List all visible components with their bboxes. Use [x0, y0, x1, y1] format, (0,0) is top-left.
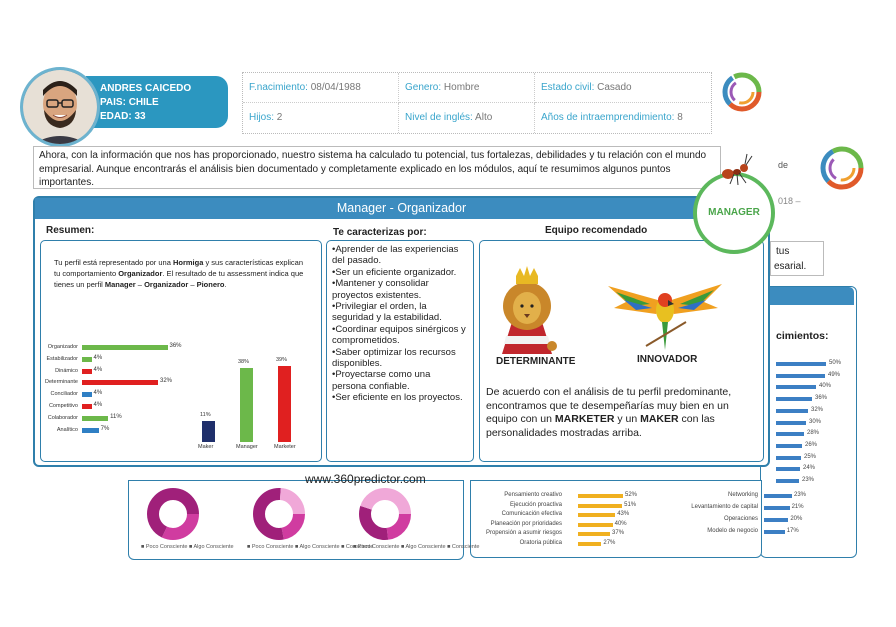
skill-bar: [578, 532, 610, 536]
profile-age: EDAD: 33: [100, 111, 146, 122]
skill-bar: [578, 494, 623, 498]
caracteristica-item: •Ser un eficiente organizador.: [332, 266, 457, 278]
skill-value: 21%: [791, 504, 804, 510]
donut-legend: ■ Poco Consciente ■ Algo Consciente: [141, 544, 234, 550]
profile-name: ANDRES CAICEDO: [100, 83, 192, 94]
donut-chart: [143, 488, 203, 544]
conocimiento-bar: [776, 409, 808, 413]
skill-value: 20%: [790, 516, 803, 522]
donut-chart: [249, 488, 309, 544]
ghost-text-4: esarial.: [774, 261, 807, 272]
skill-label: Operaciones: [723, 516, 758, 522]
conocimiento-bar: [776, 432, 804, 436]
main-header: Manager - Organizador: [35, 198, 768, 219]
bar-label: Manager: [236, 444, 258, 450]
team-label-determinante: DETERMINANTE: [496, 356, 576, 367]
bar-value: 32%: [160, 378, 173, 385]
bar-label: Analítico: [56, 426, 78, 433]
skill-label: Propensión a asumir riesgos: [485, 530, 562, 537]
resumen-text: Tu perfil está representado por una Hormiga y sus características explican tu comportamiento Organizador. El resultado de tu assessment indica que tienes un perfil Manager – Organizador – Pionero.: [54, 258, 304, 289]
skill-value: 37%: [612, 530, 625, 537]
skill-bar: [764, 506, 790, 510]
skill-label: Ejecución proactiva: [509, 501, 562, 508]
parrot-illustration: [606, 280, 724, 352]
team-label-innovador: INNOVADOR: [637, 354, 698, 365]
info-english: Nivel de inglés: Alto: [399, 103, 535, 133]
ant-icon: [716, 150, 756, 190]
bar: [278, 366, 291, 442]
info-civil: Estado civil: Casado: [535, 73, 711, 103]
ghost-text-1: de: [778, 160, 789, 170]
ghost-donuts: [128, 488, 480, 556]
ghost-skills2-bars: [660, 492, 820, 542]
bar-label: Dinámico: [55, 367, 78, 374]
ghost-ring-top: [720, 70, 764, 114]
bar: [82, 369, 92, 374]
ghost-skills-bars: [470, 492, 640, 552]
ghost-text-3: tus: [776, 246, 790, 257]
ghost-text-2: 018 –: [778, 196, 801, 206]
info-intra: Años de intraemprendimiento: 8: [541, 112, 683, 123]
bar-label: Colaborador: [47, 414, 78, 421]
bar-value: 4%: [93, 390, 103, 397]
skill-bar: [764, 494, 792, 498]
equipo-text: De acuerdo con el análisis de tu perfil predominante, encontramos que te desempeñarías muy bien en un equipo con un MARKETER y un MAKER con las personalidades mostradas arriba.: [486, 386, 732, 439]
ghost-conocimientos-bars: [776, 360, 856, 490]
skill-value: 27%: [603, 540, 616, 546]
resumen-title: Resumen:: [46, 225, 95, 236]
conocimiento-bar: [776, 421, 806, 425]
team-bar-chart: [196, 356, 306, 452]
skill-bar: [764, 518, 788, 522]
manager-badge: MANAGER: [693, 172, 775, 254]
bar-value: 36%: [169, 343, 182, 349]
profile-bar-chart: [40, 344, 200, 444]
skill-bar: [764, 530, 785, 534]
footer-url[interactable]: www.360predictor.com: [305, 472, 426, 486]
bar-value: 4%: [93, 366, 103, 373]
lion-illustration: [492, 266, 562, 354]
info-gender: Genero: Hombre: [399, 73, 535, 103]
bar: [240, 368, 253, 442]
donut-chart: [355, 488, 415, 544]
skill-value: 17%: [786, 528, 799, 534]
skill-value: 52%: [625, 492, 638, 498]
bar-value: 38%: [238, 358, 250, 365]
avatar: [20, 67, 100, 147]
bar-label: Marketer: [274, 444, 296, 450]
caracteristica-item: •Aprender de las experiencias del pasado.: [332, 244, 459, 267]
caracteristica-item: •Ser eficiente en los proyectos.: [332, 392, 463, 404]
caracteristica-item: •Privilegiar el orden, la seguridad y la estabilidad.: [332, 301, 442, 324]
bar: [82, 404, 92, 409]
info-children: Hijos: 2: [243, 103, 399, 133]
skill-label: Oratoria pública: [519, 540, 562, 546]
caracteristicas-title: Te caracterizas por:: [333, 227, 427, 238]
skill-value: 23%: [794, 492, 807, 498]
bar-value: 7%: [100, 425, 110, 432]
skill-bar: [578, 513, 615, 517]
conocimiento-value: 23%: [802, 477, 815, 483]
bar: [82, 345, 168, 350]
bar: [82, 357, 92, 362]
conocimiento-bar: [776, 456, 801, 460]
skill-label: Comunicación efectiva: [501, 511, 562, 518]
conocimiento-bar: [776, 467, 800, 471]
skill-value: 40%: [614, 520, 627, 527]
ghost-conocimientos-title: cimientos:: [776, 330, 829, 342]
equipo-title: Equipo recomendado: [545, 225, 648, 236]
bar: [82, 380, 158, 385]
donut-legend: ■ Poco Consciente ■ Algo Consciente ■ Consciente: [247, 544, 374, 550]
skill-value: 43%: [617, 511, 630, 518]
bar-value: 11%: [200, 411, 211, 418]
info-birth: F.nacimiento: 08/04/1988: [243, 73, 399, 103]
skill-bar: [578, 523, 613, 527]
ghost-ring-right: [818, 144, 866, 192]
conocimiento-value: 40%: [819, 383, 832, 390]
bar-label: Conciliador: [50, 391, 78, 398]
bar: [82, 416, 108, 421]
bar: [202, 421, 215, 442]
bar-value: 4%: [93, 354, 103, 361]
bar: [82, 428, 99, 433]
caracteristica-item: •Saber optimizar los recursos disponibles.: [332, 346, 456, 370]
donut-legend: ■ Poco Consciente ■ Algo Consciente ■ Consciente: [353, 544, 480, 550]
caracteristica-item: •Coordinar equipos sinérgicos y comprometidos.: [332, 323, 466, 347]
skill-label: Networking: [727, 492, 758, 498]
bar-label: Maker: [198, 444, 214, 450]
intro-text: Ahora, con la información que nos has proporcionado, nuestro sistema ha calculado tu potencial, tus fortalezas, debilidades y tu relación con el mundo empresarial. Aunque encontrarás el análisis bien documentado y completamente explicado en los módulos, aquí te resumimos algunos puntos importantes.: [33, 146, 721, 189]
profile-card: [86, 76, 228, 128]
conocimiento-bar: [776, 362, 826, 366]
bar-value: 4%: [93, 402, 103, 408]
caracteristicas-list: [332, 244, 466, 404]
conocimiento-value: 50%: [829, 360, 842, 366]
conocimiento-value: 30%: [809, 418, 822, 425]
skill-bar: [578, 504, 622, 508]
conocimiento-bar: [776, 444, 802, 448]
conocimiento-value: 36%: [815, 395, 828, 402]
conocimiento-bar: [776, 385, 816, 389]
conocimiento-bar: [776, 479, 799, 483]
conocimiento-value: 26%: [805, 441, 818, 448]
bar-label: Competitivo: [48, 403, 78, 409]
caracteristica-item: •Proyectarse como una persona confiable.: [332, 369, 431, 392]
profile-country: PAIS: CHILE: [100, 97, 159, 108]
ghost-conocimientos-header: [761, 287, 854, 305]
conocimiento-bar: [776, 374, 825, 378]
skill-label: Levantamiento de capital: [691, 504, 758, 510]
bar: [82, 392, 92, 397]
caracteristica-item: •Mantener y consolidar proyectos existentes.: [332, 278, 429, 301]
skill-value: 51%: [624, 501, 637, 508]
conocimiento-value: 24%: [803, 465, 816, 472]
skill-label: Planeación por prioridades: [490, 520, 562, 527]
skill-bar: [578, 542, 601, 546]
bar-value: 39%: [276, 356, 288, 363]
skill-label: Pensamiento creativo: [504, 492, 562, 498]
bar-value: 11%: [110, 413, 122, 420]
info-table: [242, 72, 712, 134]
conocimiento-value: 49%: [828, 371, 841, 378]
conocimiento-bar: [776, 397, 812, 401]
bar-label: Determinante: [44, 379, 78, 386]
bar-label: Organizador: [47, 344, 78, 350]
conocimiento-value: 32%: [811, 406, 824, 413]
skill-label: Modelo de negocio: [707, 528, 758, 534]
conocimiento-value: 25%: [804, 453, 817, 460]
bar-label: Estabilizador: [46, 355, 78, 362]
conocimiento-value: 28%: [807, 430, 820, 437]
